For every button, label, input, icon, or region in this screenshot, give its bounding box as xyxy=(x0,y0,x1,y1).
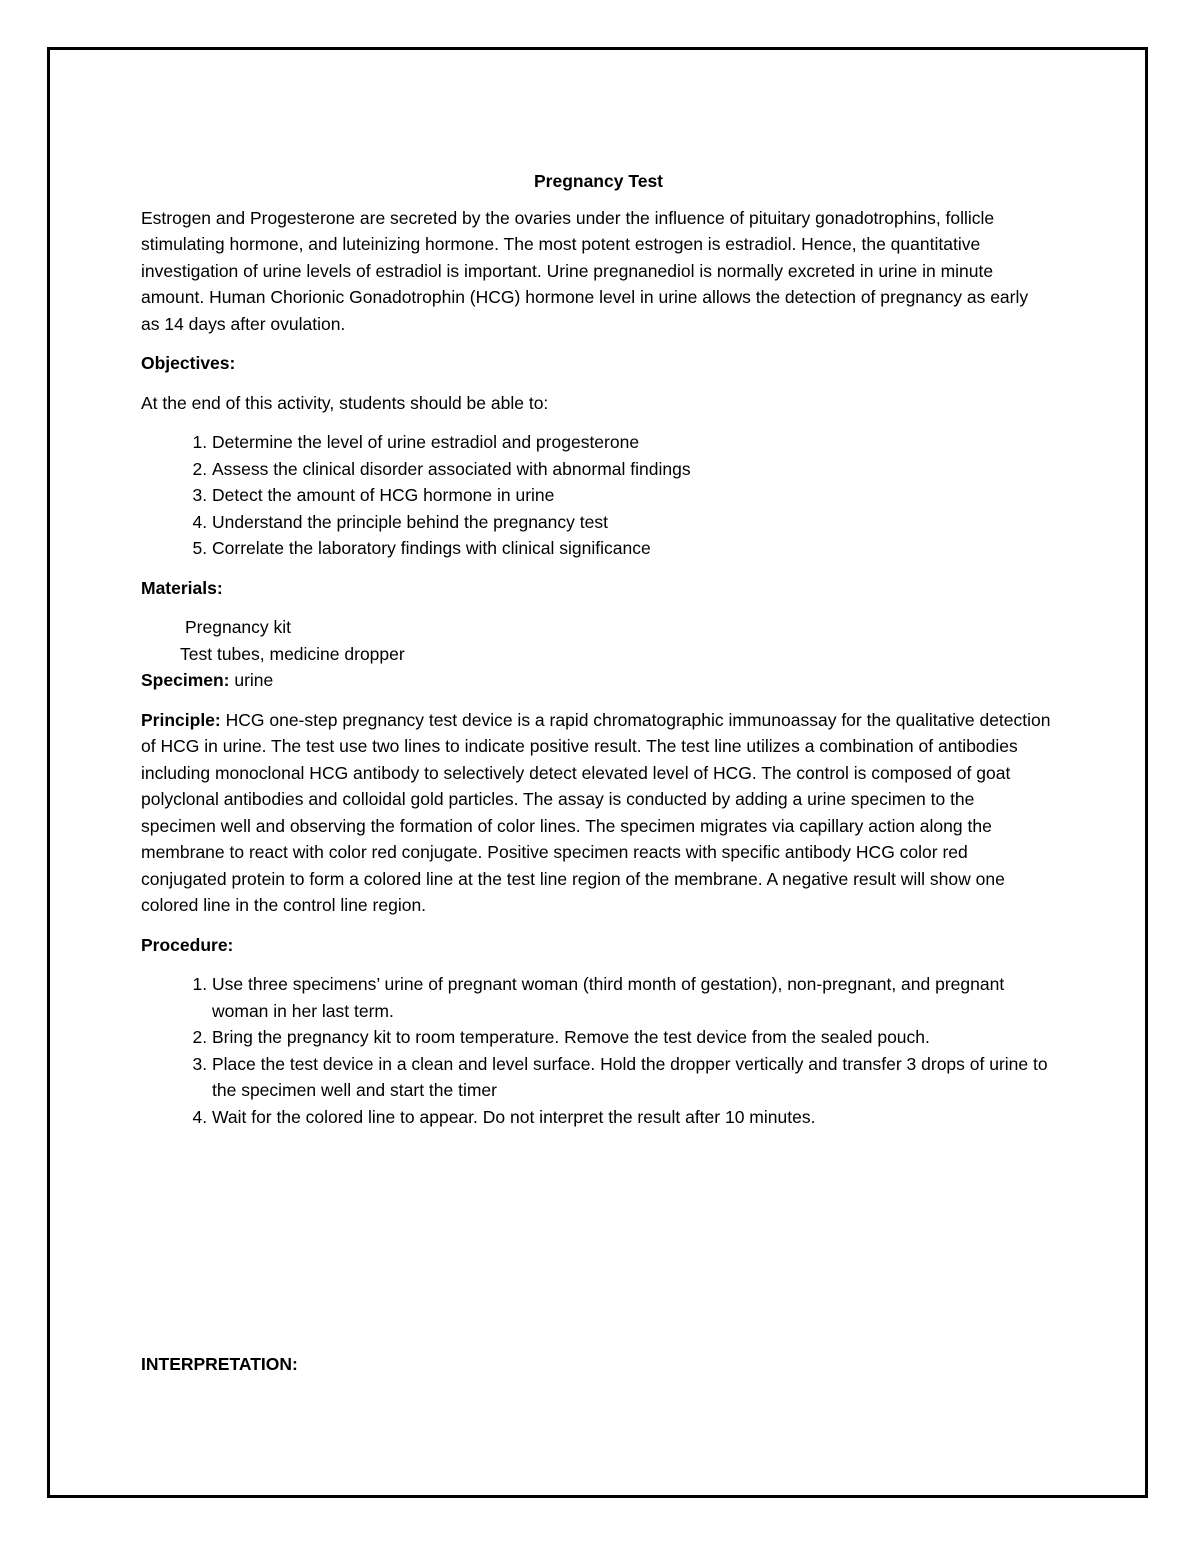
procedure-step: 3. Place the test device in a clean and level surface. Hold the dropper vertically and transfer 3 drops of urine to the specimen well and start the timer xyxy=(212,1051,1051,1104)
objective-item: 2. Assess the clinical disorder associated with abnormal findings xyxy=(212,456,1051,483)
objective-item: 1. Determine the level of urine estradiol and progesterone xyxy=(212,429,1051,456)
objective-item: 3. Detect the amount of HCG hormone in urine xyxy=(212,482,1051,509)
intro-paragraph: Estrogen and Progesterone are secreted by the ovaries under the influence of pituitary gonadotrophins, follicle stimulating hormone, and luteinizing hormone. The most potent estrogen is estradiol. Hence, the quantitative investigation of urine levels of estradiol is important. Urine pregnanediol is normally excreted in urine in minute amount. Human Chorionic Gonadotrophin (HCG) hormone level in urine allows the detection of pregnancy as early as 14 days after ovulation. xyxy=(141,207,1029,334)
objectives-heading: Objectives: xyxy=(141,353,236,373)
procedure-list xyxy=(141,971,1051,1130)
procedure-step: 4. Wait for the colored line to appear. Do not interpret the result after 10 minutes. xyxy=(212,1104,1051,1131)
procedure-heading: Procedure: xyxy=(141,934,234,955)
interpretation-heading: INTERPRETATION: xyxy=(141,1354,298,1374)
document-body xyxy=(141,168,1051,1143)
principle-label: Principle: xyxy=(141,709,221,730)
document-title: Pregnancy Test xyxy=(533,171,664,191)
objective-item: 4. Understand the principle behind the pregnancy test xyxy=(212,509,1051,536)
material-item: Test tubes, medicine dropper xyxy=(180,643,405,664)
material-item: Pregnancy kit xyxy=(185,617,292,637)
materials-list xyxy=(141,614,1051,667)
objectives-list xyxy=(141,429,1051,562)
specimen-value: urine xyxy=(229,670,274,690)
procedure-step: 1. Use three specimens’ urine of pregnant woman (third month of gestation), non-pregnant, and pregnant woman in her last term. xyxy=(212,971,1051,1024)
materials-heading: Materials: xyxy=(141,577,223,598)
specimen-label: Specimen: xyxy=(141,670,230,690)
objectives-lead: At the end of this activity, students should be able to: xyxy=(141,392,549,413)
objective-item: 5. Correlate the laboratory findings with clinical significance xyxy=(212,535,1051,562)
principle-text: HCG one-step pregnancy test device is a rapid chromatographic immunoassay for the qualitative detection of HCG in urine. The test use two lines to indicate positive result. The test line utilizes a combination of antibodies including monoclonal HCG antibody to selectively detect elevated level of HCG. The control is composed of goat polyclonal antibodies and colloidal gold particles. The assay is conducted by adding a urine specimen to the specimen well and observing the formation of color lines. The specimen migrates via capillary action along the membrane to react with color red conjugate. Positive specimen reacts with specific antibody HCG color red conjugated protein to form a colored line at the test line region of the membrane. A negative result will show one colored line in the control line region. xyxy=(141,709,1051,915)
principle-paragraph xyxy=(141,707,1051,919)
procedure-step: 2. Bring the pregnancy kit to room temperature. Remove the test device from the sealed pouch. xyxy=(212,1024,1051,1051)
specimen-line xyxy=(141,667,1051,694)
